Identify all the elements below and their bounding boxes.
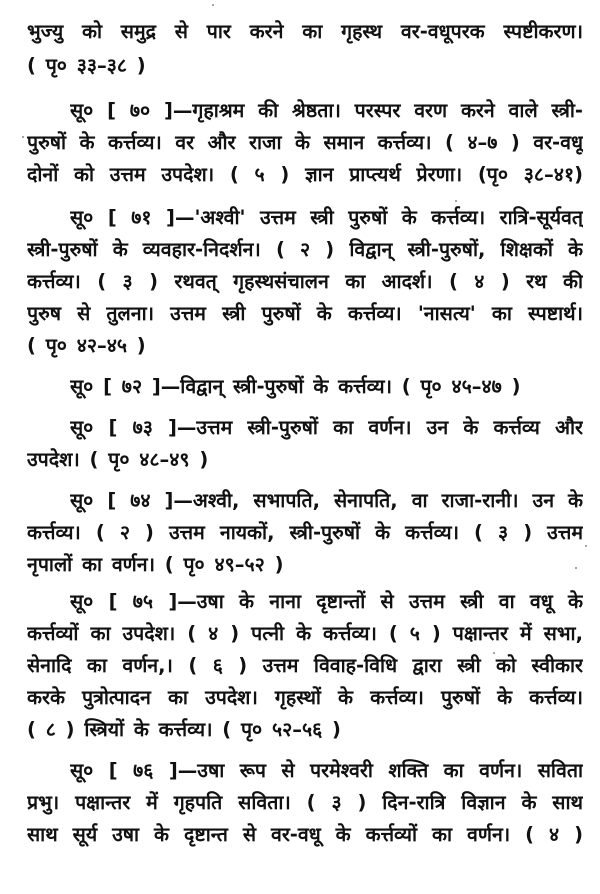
text-line: पुरुष से तुलना। उत्तम स्त्री पुरुषों के कर्त्तव्य। 'नासत्य' का स्पष्टार्थ। [27, 302, 583, 325]
text-line: ( ८ ) स्त्रियों के कर्त्तव्य। ( पृ० ५२–५६ ) [27, 718, 341, 741]
text-line: सेनादि का वर्णन,। ( ६ ) उत्तम विवाह-विधि द्वारा स्त्री को स्वीकार [27, 654, 583, 677]
paragraph-first-line: सू० [ ७६ ]—उषा रूप से परमेश्वरी शक्ति का वर्णन। सविता [70, 759, 583, 782]
text-line: साथ सूर्य उषा के दृष्टान्त से वर-वधू के कर्त्तव्यों का वर्णन। ( ४ ) [27, 823, 583, 846]
text-line: प्रभु। पक्षान्तर में गृहपति सविता। ( ३ ) दिन-रात्रि विज्ञान के साथ [27, 791, 583, 814]
text-line: दोनों को उत्तम उपदेश। ( ५ ) ज्ञान प्राप्त्यर्थ प्रेरणा। (पृ० ३८–४१) [27, 163, 583, 186]
text-line: स्त्री-पुरुषों के व्यवहार-निदर्शन। ( २ ) विद्वान् स्त्री-पुरुषों, शिक्षकों के [27, 238, 583, 261]
text-line: नृपालों का वर्णन। ( पृ० ४९–५२ ) [27, 553, 284, 576]
paragraph-first-line: सू० [ ७१ ]—'अश्वी' उत्तम स्त्री पुरुषों के कर्त्तव्य। रात्रि-सूर्यवत् [70, 206, 583, 229]
text-line: उपदेश। ( पृ० ४८–४९ ) [27, 448, 209, 471]
paragraph-first-line: सू० [ ७३ ]—उत्तम स्त्री-पुरुषों का वर्णन। उन के कर्त्तव्य और [70, 416, 583, 439]
scan-speck [493, 652, 495, 654]
text-line: पुरुषों के कर्त्तव्य। वर और राजा के समान कर्त्तव्य। ( ४–७ ) वर-वधू [27, 131, 583, 154]
paragraph-first-line: सू० [ ७४ ]—अश्वी, सभापति, सेनापति, वा राजा-रानी। उन के [70, 489, 583, 512]
scan-speck [585, 545, 587, 547]
paragraph-first-line: सू० [ ७२ ]—विद्वान् स्त्री-पुरुषों के कर्त्तव्य। ( पृ० ४५–४७ ) [70, 375, 521, 398]
text-line: करके पुत्रोत्पादन का उपदेश। गृहस्थों के कर्त्तव्य। पुरुषों के कर्त्तव्य। [27, 686, 583, 709]
scan-speck [575, 567, 577, 569]
paragraph-first-line: सू० [ ७५ ]—उषा के नाना दृष्टान्तों से उत्तम स्त्री वा वधू के [70, 590, 583, 613]
text-line: ( पृ० ४२–४५ ) [27, 334, 146, 357]
text-line: भुज्यु को समुद्र से पार करने का गृहस्थ वर-वधूपरक स्पष्टीकरण। [27, 20, 583, 43]
scan-speck [455, 200, 457, 202]
text-line: कर्त्तव्य। ( २ ) उत्तम नायकों, स्त्री-पुरुषों के कर्त्तव्य। ( ३ ) उत्तम [27, 521, 583, 544]
scan-speck [22, 136, 24, 138]
text-line: ( पृ० ३३–३८ ) [27, 54, 146, 77]
text-line: कर्त्तव्य। ( ३ ) रथवत् गृहस्थसंचालन का आदर्श। ( ४ ) रथ की [27, 270, 583, 293]
text-line: कर्त्तव्यों का उपदेश। ( ४ ) पत्नी के कर्त्तव्य। ( ५ ) पक्षान्तर में सभा, [27, 622, 583, 645]
paragraph-first-line: सू० [ ७० ]—गृहाश्रम की श्रेष्ठता। परस्पर वरण करने वाले स्त्री- [70, 99, 583, 122]
scan-speck [212, 4, 214, 6]
